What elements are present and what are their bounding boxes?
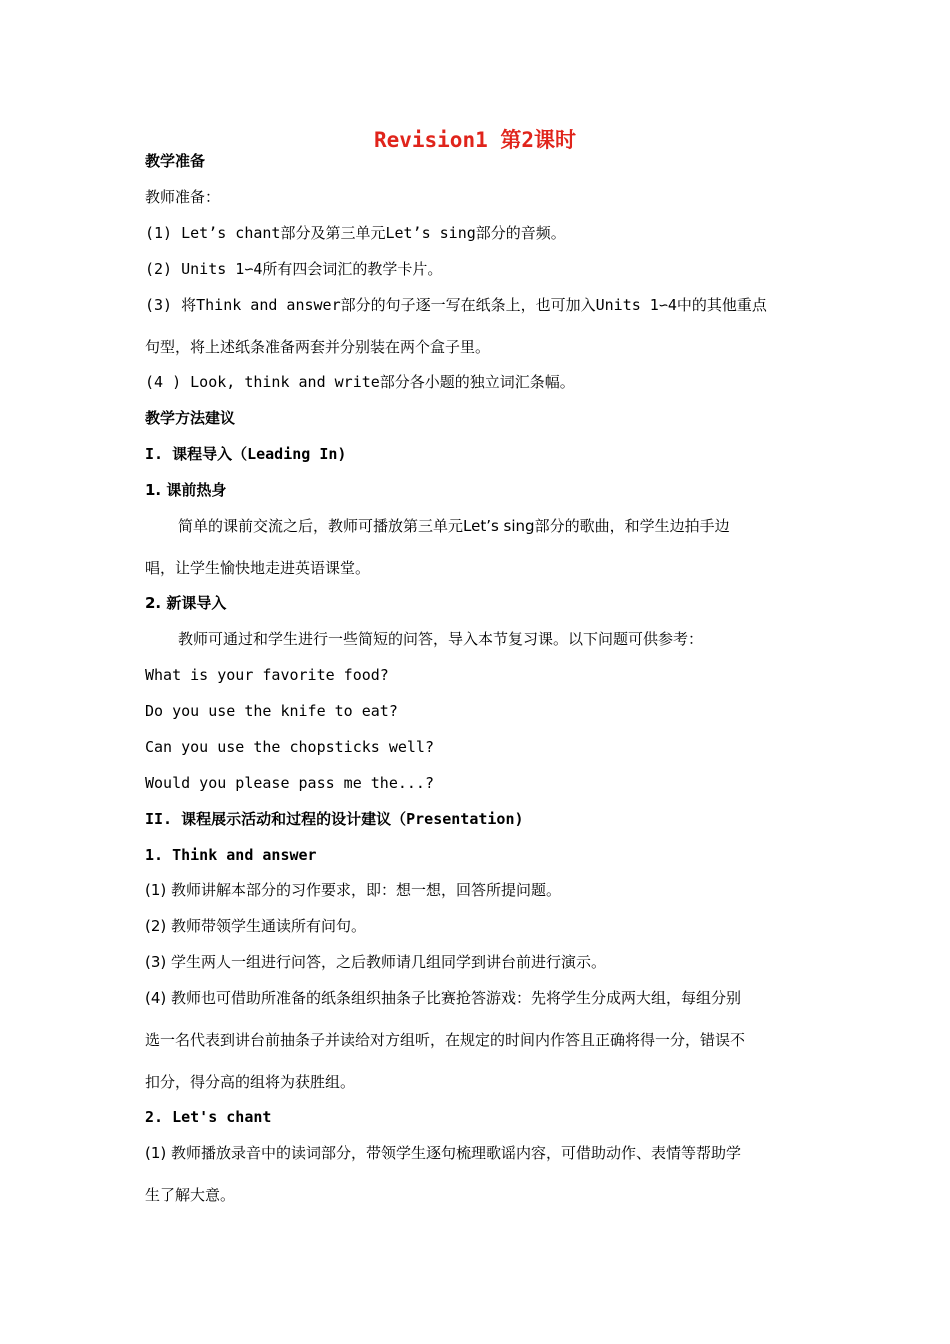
chant-step-1-continued: 生了解大意。	[145, 1186, 236, 1204]
step-1: (1) 教师讲解本部分的习作要求，即：想一想，回答所提问题。	[145, 881, 562, 899]
paragraph-new-lesson-intro: 教师可通过和学生进行一些简短的问答，导入本节复习课。以下问题可供参考：	[178, 630, 704, 648]
prep-item-4: (4 ) Look, think and write部分各小题的独立词汇条幅。	[145, 373, 575, 391]
section-heading-preparation: 教学准备	[145, 152, 206, 170]
heading-lets-chant: 2. Let's chant	[145, 1108, 272, 1126]
section-heading-methods: 教学方法建议	[145, 409, 236, 427]
prep-item-2: (2) Units 1∽4所有四会词汇的教学卡片。	[145, 260, 443, 278]
heading-presentation: II. 课程展示活动和过程的设计建议（Presentation)	[145, 810, 524, 828]
prep-item-3-continued: 句型，将上述纸条准备两套并分别装在两个盒子里。	[145, 338, 491, 356]
paragraph-warm-up: 简单的课前交流之后，教师可播放第三单元Let’s sing部分的歌曲，和学生边拍手边	[178, 517, 730, 535]
heading-think-and-answer: 1. Think and answer	[145, 846, 317, 864]
question-3: Can you use the chopsticks well?	[145, 738, 434, 756]
prep-item-3: (3) 将Think and answer部分的句子逐一写在纸条上，也可加入Units 1∽4中的其他重点	[145, 296, 767, 314]
heading-new-lesson-intro: 2. 新课导入	[145, 594, 227, 612]
question-4: Would you please pass me the...?	[145, 774, 434, 792]
question-2: Do you use the knife to eat?	[145, 702, 398, 720]
prep-item-1: (1) Let’s chant部分及第三单元Let’s sing部分的音频。	[145, 224, 566, 242]
chant-step-1: (1) 教师播放录音中的读词部分，带领学生逐句梳理歌谣内容，可借助动作、表情等帮助学	[145, 1144, 742, 1162]
step-4-continued: 选一名代表到讲台前抽条子并读给对方组听，在规定的时间内作答且正确将得一分，错误不	[145, 1031, 746, 1049]
heading-warm-up: 1. 课前热身	[145, 481, 227, 499]
heading-leading-in: I. 课程导入（Leading In)	[145, 445, 347, 463]
subheading-teacher-prep: 教师准备：	[145, 188, 221, 206]
paragraph-warm-up-continued: 唱，让学生愉快地走进英语课堂。	[145, 559, 371, 577]
question-1: What is your favorite food?	[145, 666, 389, 684]
step-4-continued-2: 扣分，得分高的组将为获胜组。	[145, 1073, 356, 1091]
document-title: Revision1 第2课时	[373, 128, 577, 152]
step-2: (2) 教师带领学生通读所有问句。	[145, 917, 367, 935]
step-4: (4) 教师也可借助所准备的纸条组织抽条子比赛抢答游戏：先将学生分成两大组，每组分别	[145, 989, 742, 1007]
step-3: (3) 学生两人一组进行问答，之后教师请几组同学到讲台前进行演示。	[145, 953, 607, 971]
